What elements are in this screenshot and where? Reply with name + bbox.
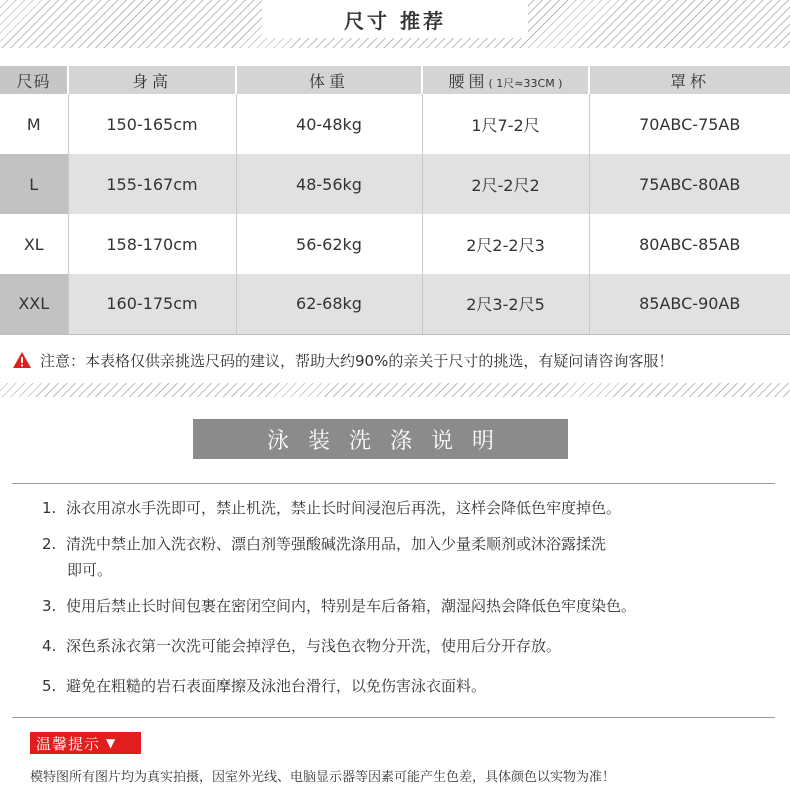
cell-height: 150-165cm xyxy=(68,94,236,154)
header-weight: 体重 xyxy=(236,66,422,94)
cell-height: 158-170cm xyxy=(68,214,236,274)
tip-badge xyxy=(30,732,141,754)
table-row xyxy=(0,94,790,154)
tip-text: 模特图所有图片均为真实拍摄，因室外光线、电脑显示器等因素可能产生色差，具体颜色以实物为准！ xyxy=(30,770,616,785)
wash-title-box xyxy=(193,419,568,459)
down-arrow-icon: ▼ xyxy=(106,736,117,750)
cell-cup: 80ABC-85AB xyxy=(589,214,790,274)
list-item-text: 使用后禁止长时间包裹在密闭空间内，特别是车后备箱，潮湿闷热会降低色牢度染色。 xyxy=(66,597,637,615)
size-table-header-row xyxy=(0,66,790,94)
list-item-number: 4. xyxy=(42,637,57,655)
list-item-text: 避免在粗糙的岩石表面摩擦及泳池台滑行，以免伤害泳衣面料。 xyxy=(66,677,487,695)
cell-height: 155-167cm xyxy=(68,154,236,214)
list-item-number: 3. xyxy=(42,597,57,615)
list-item-text: 清洗中禁止加入洗衣粉、漂白剂等强酸碱洗涤用品，加入少量柔顺剂或沐浴露揉洗 xyxy=(66,535,607,553)
divider-line xyxy=(12,717,775,718)
cell-size: M xyxy=(0,94,68,154)
cell-waist: 2尺-2尺2 xyxy=(422,154,589,214)
header-height: 身高 xyxy=(68,66,236,94)
cell-size: XL xyxy=(0,214,68,274)
list-item xyxy=(42,593,782,619)
wash-section-title: 泳装洗涤说明 xyxy=(266,428,513,454)
list-item-number: 2. xyxy=(42,535,57,553)
size-title-box xyxy=(262,0,528,38)
wash-instructions-list xyxy=(42,495,782,699)
cell-waist: 2尺3-2尺5 xyxy=(422,274,589,334)
header-waist xyxy=(422,66,589,94)
list-item xyxy=(42,531,782,557)
list-item xyxy=(42,673,782,699)
header-cup: 罩杯 xyxy=(589,66,790,94)
size-notice xyxy=(12,348,787,372)
cell-weight: 48-56kg xyxy=(236,154,422,214)
header-size: 尺码 xyxy=(0,66,68,94)
list-item xyxy=(42,633,782,659)
size-notice-text: 注意：本表格仅供亲挑选尺码的建议，帮助大约90%的亲关于尺寸的挑选，有疑问请咨询客服！ xyxy=(40,351,674,370)
tip-label: 温馨提示 xyxy=(36,734,101,753)
cell-size: XXL xyxy=(0,274,68,334)
list-item-text: 泳衣用凉水手洗即可，禁止机洗，禁止长时间浸泡后再洗，这样会降低色牢度掉色。 xyxy=(66,499,622,517)
list-item xyxy=(42,495,782,521)
cell-size: L xyxy=(0,154,68,214)
list-item-text-cont: 即可。 xyxy=(67,561,113,579)
size-section-title: 尺寸 推荐 xyxy=(344,8,446,33)
section-divider-hatch xyxy=(0,383,790,397)
cell-weight: 40-48kg xyxy=(236,94,422,154)
divider-line xyxy=(12,483,775,484)
list-item-continued xyxy=(42,557,782,583)
cell-height: 160-175cm xyxy=(68,274,236,334)
size-table xyxy=(0,66,790,335)
cell-waist: 2尺2-2尺3 xyxy=(422,214,589,274)
list-item-text: 深色系泳衣第一次洗可能会掉浮色，与浅色衣物分开洗，使用后分开存放。 xyxy=(66,637,562,655)
table-row xyxy=(0,274,790,334)
list-item-number: 5. xyxy=(42,677,57,695)
cell-waist: 1尺7-2尺 xyxy=(422,94,589,154)
cell-weight: 62-68kg xyxy=(236,274,422,334)
header-waist-label: 腰围 xyxy=(448,71,489,91)
cell-cup: 85ABC-90AB xyxy=(589,274,790,334)
header-waist-note: ( 1尺≈33CM ) xyxy=(488,76,563,90)
cell-weight: 56-62kg xyxy=(236,214,422,274)
table-row xyxy=(0,214,790,274)
table-row xyxy=(0,154,790,214)
warning-icon xyxy=(12,351,32,369)
cell-cup: 75ABC-80AB xyxy=(589,154,790,214)
list-item-number: 1. xyxy=(42,499,57,517)
cell-cup: 70ABC-75AB xyxy=(589,94,790,154)
